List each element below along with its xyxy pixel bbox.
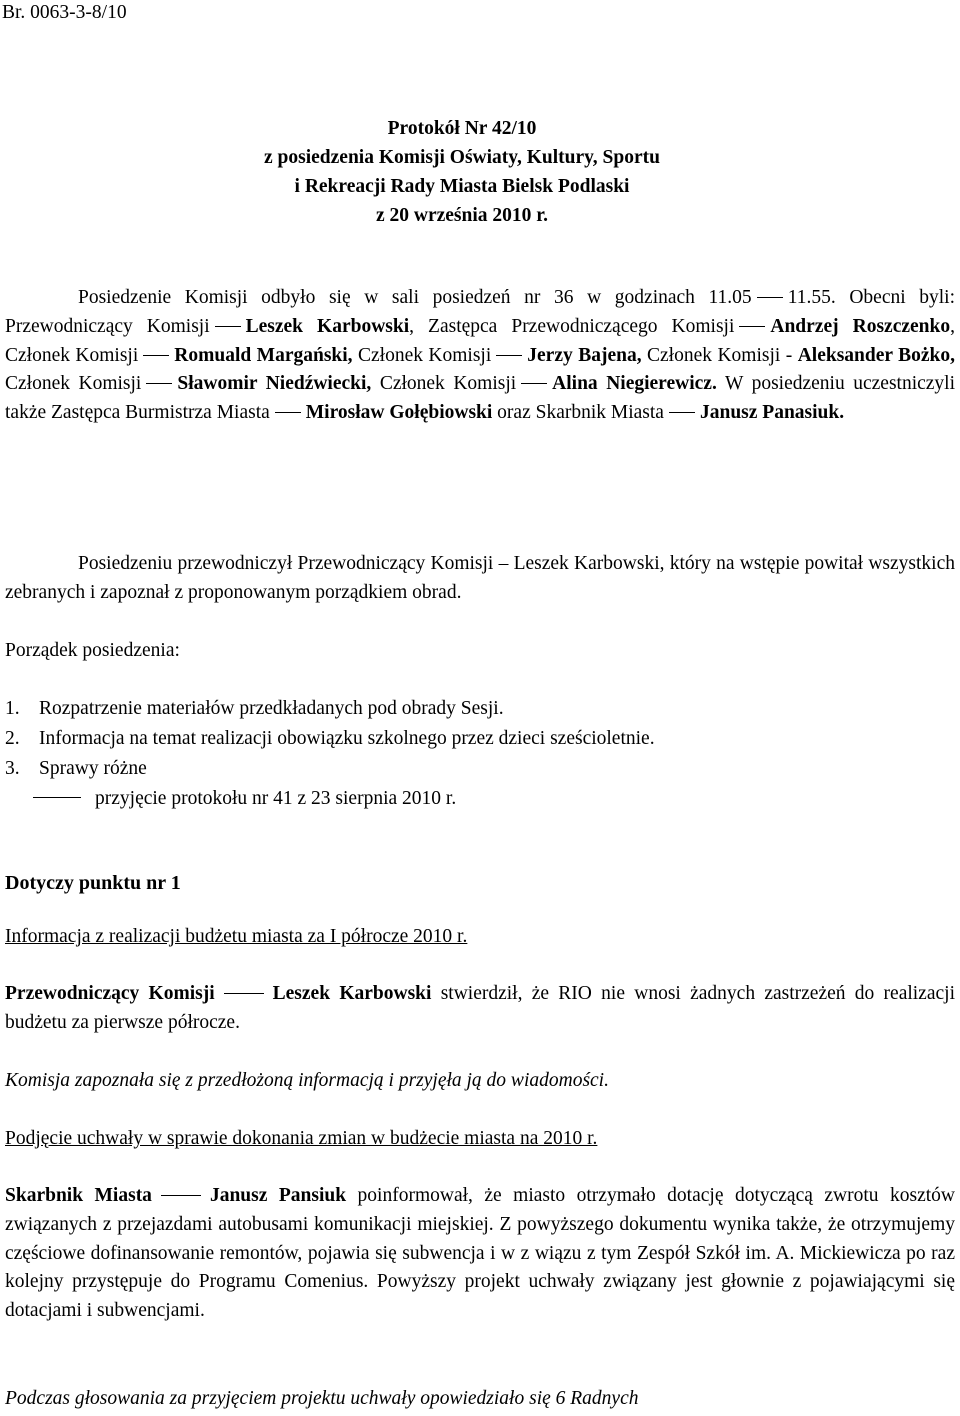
dash [739,326,765,327]
statement-text: stwierdził, że RIO nie wnosi żadnych zastrzeżeń do realizacji budżetu za pierwsze półrocze. [5,983,955,1033]
document-title [0,114,960,230]
sub-list-text: przyjęcie protokołu nr 41 z 23 sierpnia 2010 r. [95,788,457,809]
dash [669,412,695,413]
agenda-list [5,694,905,814]
speaker-role: Przewodniczący Komisji [5,983,215,1004]
chair-paragraph: Posiedzeniu przewodniczył Przewodniczący Komisji – Leszek Karbowski, który na wstępie powitał wszystkich zebranych i zapoznał z proponowanym porządkiem obrad. [5,553,955,603]
list-text: Rozpatrzenie materiałów przedkładanych pod obrady Sesji. [39,698,504,719]
treasurer-paragraph [5,1182,955,1326]
meeting-text: Posiedzenie Komisji odbyło się w sali posiedzeń nr 36 w godzinach 11.05 [78,287,752,308]
statement-paragraph [5,980,955,1038]
list-number: 1. [5,698,20,719]
list-item [5,694,905,724]
member-label: Członek Komisji [371,373,517,395]
title-line-1: Protokół Nr 42/10 [387,118,537,139]
list-text: Informacja na temat realizacji obowiązku szkolnego przez dzieci sześcioletnie. [39,728,655,749]
guests-text-2: oraz Skarbnik Miasta [492,402,664,424]
dash [146,383,172,384]
dash [521,383,547,384]
section-subheading: Informacja z realizacji budżetu miasta za I półrocze 2010 r. [5,926,468,947]
document-number: Br. 0063-3-8/10 [2,2,127,23]
statement-text: poinformował, że miasto otrzymało dotację dotyczącą zwrotu kosztów związanych z przejazdami autobusami komunikacji miejskiej. Z powyższego dokumentu wynika także, że otrzymujemy częściowe dofinansowanie remontów, pojawia się subwencja i w z wiązu z tym Zespół Szkół im. A. Mickiewicza po raz kolejny przystępuje do Programu Comenius. Powyższy projekt uchwały związany jest głownie z pojawiającymi się dotacjami i subwencjami. [5,1185,956,1322]
list-item [5,754,905,784]
dash-bullet-icon [33,797,81,798]
guest-name: Mirosław Gołębiowski [305,402,493,424]
member-name: Aleksander Bożko, [797,344,956,366]
present-text-2: , Zastępca Przewodniczącego Komisji [409,315,735,337]
meeting-end-time: 11.55. [787,287,836,308]
section-heading: Dotyczy punktu nr 1 [5,872,181,894]
conclusion-text: Komisja zapoznała się z przedłożoną informacją i przyjęła ją do wiadomości. [5,1070,609,1091]
dash [757,297,783,298]
intro-paragraph [5,284,955,428]
title-line-2: z posiedzenia Komisji Oświaty, Kultury, Sportu [264,147,660,168]
title-line-4: z 20 września 2010 r. [375,205,549,226]
member-label: Członek Komisji [352,344,492,366]
title-line-3: i Rekreacji Rady Miasta Bielsk Podlaski [294,176,630,197]
present-text: Obecni byli: Przewodniczący Komisji [5,287,955,337]
vote-text: Podczas głosowania za przyjęciem projektu uchwały opowiedziało się 6 Radnych [5,1388,639,1409]
dash [161,1195,201,1196]
speaker-name: Leszek Karbowski [272,983,432,1004]
section-subheading-2: Podjęcie uchwały w sprawie dokonania zmian w budżecie miasta na 2010 r. [5,1128,598,1149]
member-name: Alina Niegierewicz. [552,373,717,395]
dash [224,993,264,994]
dash [496,355,522,356]
list-text: Sprawy różne [39,758,147,779]
agenda-heading: Porządek posiedzenia: [5,640,180,661]
speaker-role: Skarbnik Miasta [5,1185,152,1206]
sub-list-item [5,784,905,814]
member-label: , Członek Komisji [5,315,955,366]
guest-name: Janusz Panasiuk. [699,402,845,424]
member-label: Członek Komisji [5,373,142,395]
list-number: 3. [5,758,20,779]
member-name: Jerzy Bajena, [527,344,642,366]
chair-name: Leszek Karbowski [245,315,410,337]
member-name: Romuald Margański, [174,344,353,366]
member-name: Sławomir Niedźwiecki, [177,373,372,395]
deputy-name: Andrzej Roszczenko [770,315,951,337]
list-number: 2. [5,728,20,749]
dash [215,326,241,327]
dash [143,355,169,356]
member-label: Członek Komisji - [641,344,798,366]
guests-text: W posiedzeniu uczestniczyli także Zastępca Burmistrza Miasta [5,373,956,424]
dash [275,412,301,413]
speaker-name: Janusz Pansiuk [209,1185,347,1206]
list-item [5,724,905,754]
